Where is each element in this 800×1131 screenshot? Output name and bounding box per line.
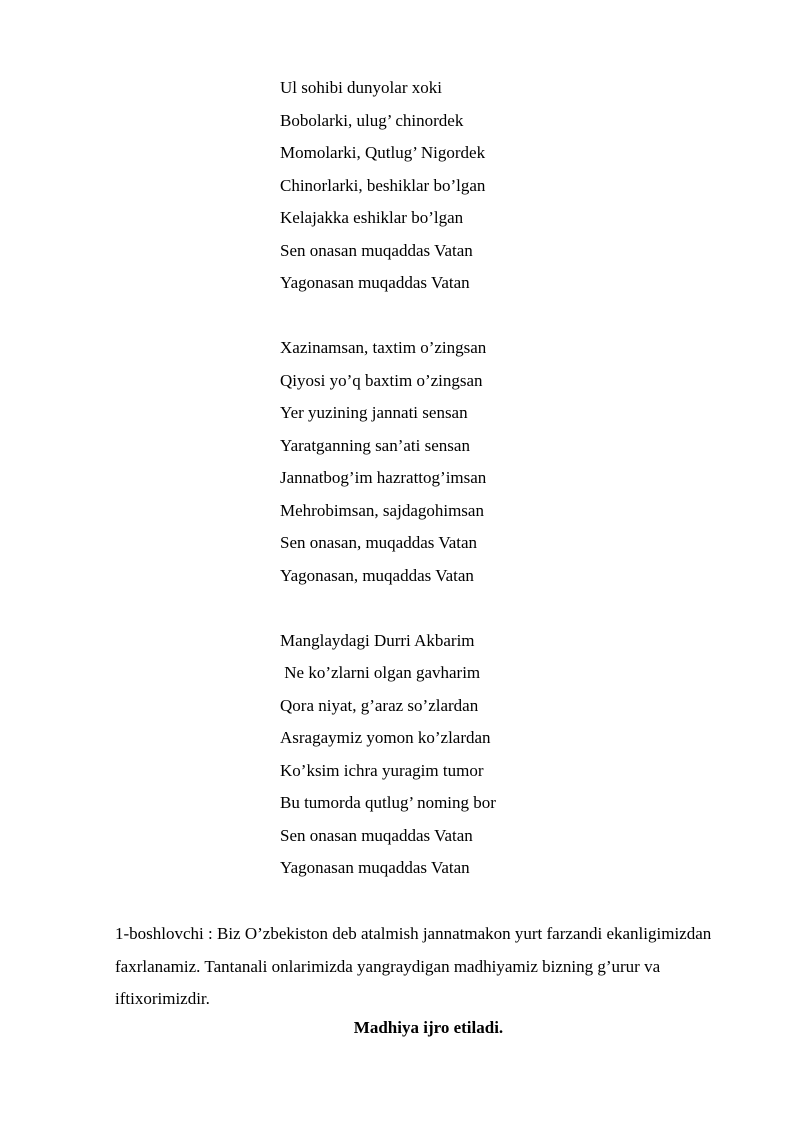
host-speech bbox=[115, 918, 715, 1016]
poem-line: Yer yuzining jannati sensan bbox=[280, 403, 468, 422]
poem-line: Jannatbog’im hazrattog’imsan bbox=[280, 468, 487, 487]
host-speech-paragraph: 1-boshlovchi : Biz O’zbekiston deb atalmish jannatmakon yurt farzandi ekanligimizdan faxrlanamiz. Tantanali onlarimizda yangraydigan madhiyamiz bizning g’urur va iftixorimizdir. bbox=[115, 924, 712, 1008]
poem-line: Xazinamsan, taxtim o’zingsan bbox=[280, 338, 487, 357]
poem-line: Kelajakka eshiklar bo’lgan bbox=[280, 208, 464, 227]
poem-line: Yagonasan muqaddas Vatan bbox=[280, 273, 470, 292]
poem bbox=[280, 75, 700, 920]
poem-line: Manglaydagi Durri Akbarim bbox=[280, 630, 475, 650]
poem-line: Bu tumorda qutlug’ noming bor bbox=[280, 793, 496, 812]
poem-line: Bobolarki, ulug’ chinordek bbox=[280, 110, 464, 130]
poem-line: Ne ko’zlarni olgan gavharim bbox=[280, 663, 481, 682]
poem-line: Yagonasan muqaddas Vatan bbox=[280, 858, 470, 877]
poem-line: Qora niyat, g’araz so’zlardan bbox=[280, 695, 479, 715]
poem-line: Sen onasan muqaddas Vatan bbox=[280, 240, 473, 260]
poem-stanza-3 bbox=[280, 628, 700, 888]
poem-line: Mehrobimsan, sajdagohimsan bbox=[280, 500, 484, 520]
poem-stanza-2 bbox=[280, 335, 700, 595]
poem-line: Ko’ksim ichra yuragim tumor bbox=[280, 760, 484, 780]
poem-line: Asragaymiz yomon ko’zlardan bbox=[280, 728, 491, 747]
poem-line: Yagonasan, muqaddas Vatan bbox=[280, 565, 474, 585]
stage-direction: Madhiya ijro etiladi. bbox=[353, 1018, 504, 1037]
poem-line: Sen onasan muqaddas Vatan bbox=[280, 825, 473, 845]
poem-line: Ul sohibi dunyolar xoki bbox=[280, 78, 442, 97]
poem-stanza-1 bbox=[280, 75, 700, 303]
poem-line: Chinorlarki, beshiklar bo’lgan bbox=[280, 175, 486, 195]
poem-line: Yaratganning san’ati sensan bbox=[280, 435, 470, 455]
poem-line: Qiyosi yo’q baxtim o’zingsan bbox=[280, 370, 483, 390]
poem-line: Momolarki, Qutlug’ Nigordek bbox=[280, 143, 486, 162]
poem-line: Sen onasan, muqaddas Vatan bbox=[280, 533, 478, 552]
